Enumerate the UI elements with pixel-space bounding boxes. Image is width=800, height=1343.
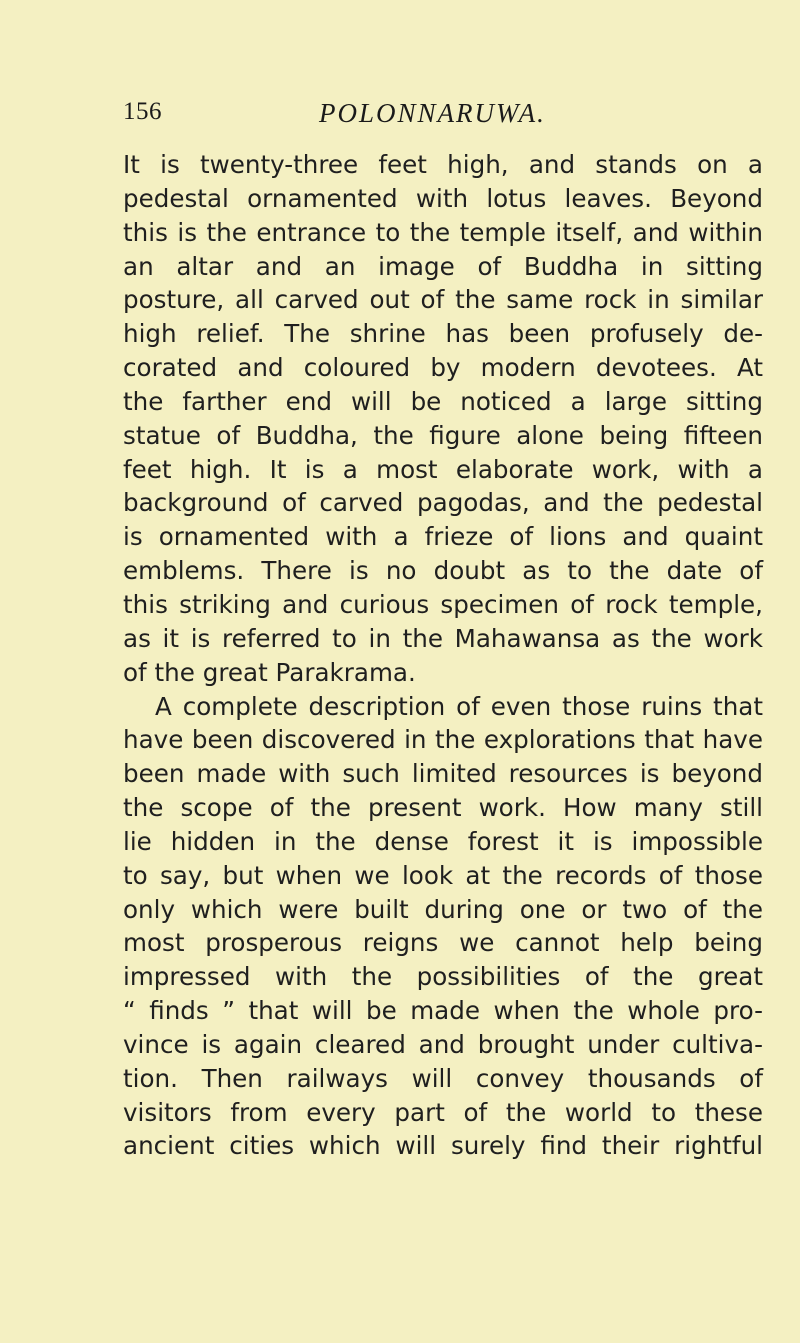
page-number: 156 xyxy=(123,98,162,125)
text-line: as it is referred to in the Mahawansa as the work xyxy=(123,623,763,653)
text-line: the scope of the present work. How many still xyxy=(123,793,763,823)
text-line: only which were built during one or two of the xyxy=(123,894,763,924)
text-line: tion. Then railways will convey thousands of xyxy=(123,1063,763,1093)
paragraph-2 xyxy=(123,690,763,1164)
text-line: “ finds ” that will be made when the whole pro- xyxy=(123,996,763,1026)
text-line: the farther end will be noticed a large sitting xyxy=(123,386,763,416)
text-line: feet high. It is a most elaborate work, with a xyxy=(123,454,763,484)
text-line: emblems. There is no doubt as to the date of xyxy=(123,556,763,586)
text-line: It is twenty-three feet high, and stands on a xyxy=(123,150,763,179)
text-line: impressed with the possibilities of the great xyxy=(123,962,763,992)
text-line: statue of Buddha, the figure alone being fifteen xyxy=(123,420,763,450)
text-line: vince is again cleared and brought under cultiva- xyxy=(123,1029,763,1059)
text-line: this is the entrance to the temple itself, and within xyxy=(123,217,763,247)
text-line: visitors from every part of the world to these xyxy=(123,1097,763,1127)
page-header xyxy=(123,98,763,134)
paragraph-1 xyxy=(123,148,763,690)
text-line: A complete description of even those ruins that xyxy=(155,691,763,721)
text-line: high relief. The shrine has been profusely de- xyxy=(123,319,763,349)
text-line: posture, all carved out of the same rock in similar xyxy=(123,285,763,315)
text-line: ancient cities which will surely find their rightful xyxy=(123,1131,763,1161)
text-line: been made with such limited resources is beyond xyxy=(123,759,763,789)
text-line: have been discovered in the explorations that have xyxy=(123,725,763,755)
text-line: most prosperous reigns we cannot help being xyxy=(123,928,763,958)
running-head: POLONNARUWA. xyxy=(319,98,546,128)
text-line: to say, but when we look at the records of those xyxy=(123,860,763,890)
text-line: of the great Parakrama. xyxy=(123,657,416,687)
text-line: background of carved pagodas, and the pedestal xyxy=(123,488,763,518)
text-line: an altar and an image of Buddha in sitting xyxy=(123,251,763,281)
body-text xyxy=(123,148,763,1163)
text-line: this striking and curious specimen of rock temple, xyxy=(123,589,763,619)
text-line: is ornamented with a frieze of lions and quaint xyxy=(123,522,763,552)
text-line: lie hidden in the dense forest it is impossible xyxy=(123,826,763,856)
text-line: corated and coloured by modern devotees. At xyxy=(123,353,763,383)
text-line: pedestal ornamented with lotus leaves. Beyond xyxy=(123,183,763,213)
